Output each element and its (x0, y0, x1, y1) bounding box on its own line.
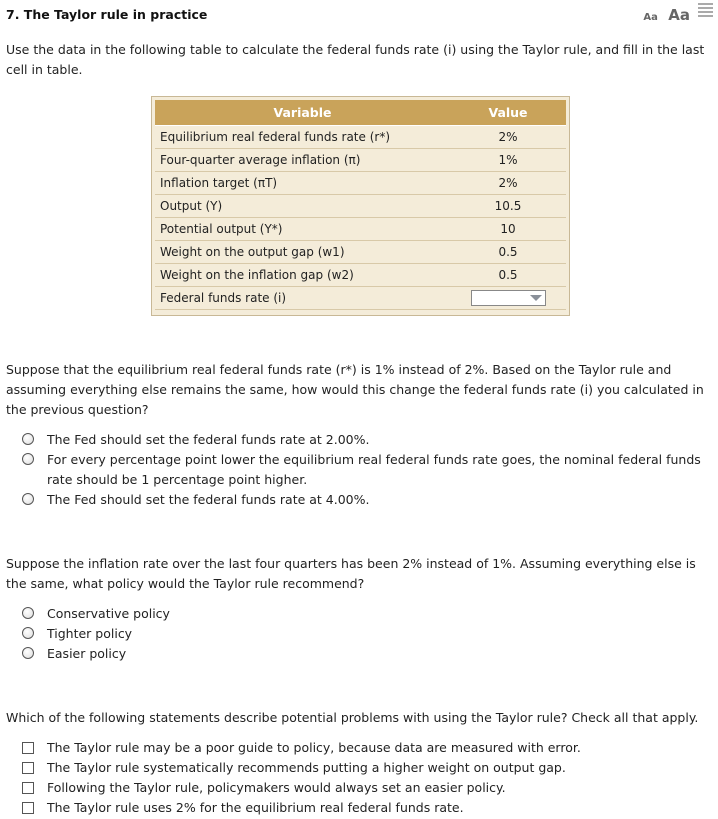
question-2-text: Suppose the inflation rate over the last four quarters has been 2% instead of 1%. Assuming everything else is the same, what policy would the Taylor rule recommend? (6, 556, 696, 591)
column-header-value: Value (450, 100, 566, 126)
value-cell: 0.5 (450, 241, 566, 264)
table-row (155, 149, 566, 172)
font-size-small-button[interactable]: Aa (643, 12, 658, 23)
checkbox[interactable] (22, 762, 34, 774)
data-table (155, 100, 566, 310)
variable-cell: Weight on the output gap (w1) (155, 241, 450, 264)
table-row (155, 241, 566, 264)
chevron-down-icon (530, 295, 542, 301)
q1-option-3[interactable] (22, 490, 712, 510)
font-size-large-button[interactable]: Aa (668, 6, 690, 24)
font-size-controls (643, 6, 690, 24)
option-label: Easier policy (47, 646, 127, 661)
checkbox[interactable] (22, 782, 34, 794)
value-cell: 2% (450, 172, 566, 195)
variable-cell: Federal funds rate (i) (155, 287, 450, 310)
variable-cell: Four-quarter average inflation (π) (155, 149, 450, 172)
q2-option-3[interactable] (22, 644, 422, 664)
variable-cell: Potential output (Y*) (155, 218, 450, 241)
value-cell: 10.5 (450, 195, 566, 218)
table-row (155, 195, 566, 218)
question-3-text: Which of the following statements describe potential problems with using the Taylor rule? Check all that apply. (6, 710, 699, 725)
document-icon[interactable] (698, 3, 713, 20)
table-row (155, 172, 566, 195)
table-row (155, 126, 566, 149)
q3-option-4[interactable] (22, 798, 712, 818)
q2-option-1[interactable] (22, 604, 422, 624)
column-header-variable: Variable (155, 100, 450, 126)
option-label: The Taylor rule may be a poor guide to policy, because data are measured with error. (47, 740, 581, 755)
table-row (155, 218, 566, 241)
variable-cell: Weight on the inflation gap (w2) (155, 264, 450, 287)
question-title: 7. The Taylor rule in practice (6, 7, 208, 22)
radio-button[interactable] (22, 607, 34, 619)
data-table-panel (151, 96, 570, 316)
q1-option-1[interactable] (22, 430, 712, 450)
checkbox[interactable] (22, 742, 34, 754)
option-label: The Fed should set the federal funds rate at 4.00%. (47, 492, 370, 507)
radio-button[interactable] (22, 647, 34, 659)
value-cell: 1% (450, 149, 566, 172)
federal-funds-rate-dropdown[interactable] (471, 290, 546, 306)
q2-option-2[interactable] (22, 624, 422, 644)
radio-button[interactable] (22, 453, 34, 465)
checkbox[interactable] (22, 802, 34, 814)
radio-button[interactable] (22, 493, 34, 505)
q3-option-3[interactable] (22, 778, 712, 798)
value-cell (450, 287, 566, 310)
table-row (155, 264, 566, 287)
table-row (155, 287, 566, 310)
q1-option-2[interactable] (22, 450, 712, 490)
option-label: The Taylor rule systematically recommends putting a higher weight on output gap. (47, 760, 566, 775)
variable-cell: Inflation target (πT) (155, 172, 450, 195)
option-label: Following the Taylor rule, policymakers would always set an easier policy. (47, 780, 506, 795)
option-label: The Fed should set the federal funds rate at 2.00%. (47, 432, 370, 447)
value-cell: 0.5 (450, 264, 566, 287)
radio-button[interactable] (22, 627, 34, 639)
radio-button[interactable] (22, 433, 34, 445)
q3-option-1[interactable] (22, 738, 712, 758)
intro-text: Use the data in the following table to calculate the federal funds rate (i) using the Taylor rule, and fill in the last cell in table. (6, 42, 705, 77)
variable-cell: Equilibrium real federal funds rate (r*) (155, 126, 450, 149)
q3-option-2[interactable] (22, 758, 712, 778)
option-label: The Taylor rule uses 2% for the equilibrium real federal funds rate. (47, 800, 464, 815)
question-1-text: Suppose that the equilibrium real federal funds rate (r*) is 1% instead of 2%. Based on the Taylor rule and assuming everything else remains the same, how would this change the federal funds rate (i) you calculated in the previous question? (6, 362, 704, 417)
value-cell: 10 (450, 218, 566, 241)
option-label: For every percentage point lower the equilibrium real federal funds rate goes, the nominal federal funds rate should be 1 percentage point higher. (47, 452, 701, 487)
option-label: Conservative policy (47, 606, 170, 621)
value-cell: 2% (450, 126, 566, 149)
variable-cell: Output (Y) (155, 195, 450, 218)
option-label: Tighter policy (47, 626, 133, 641)
